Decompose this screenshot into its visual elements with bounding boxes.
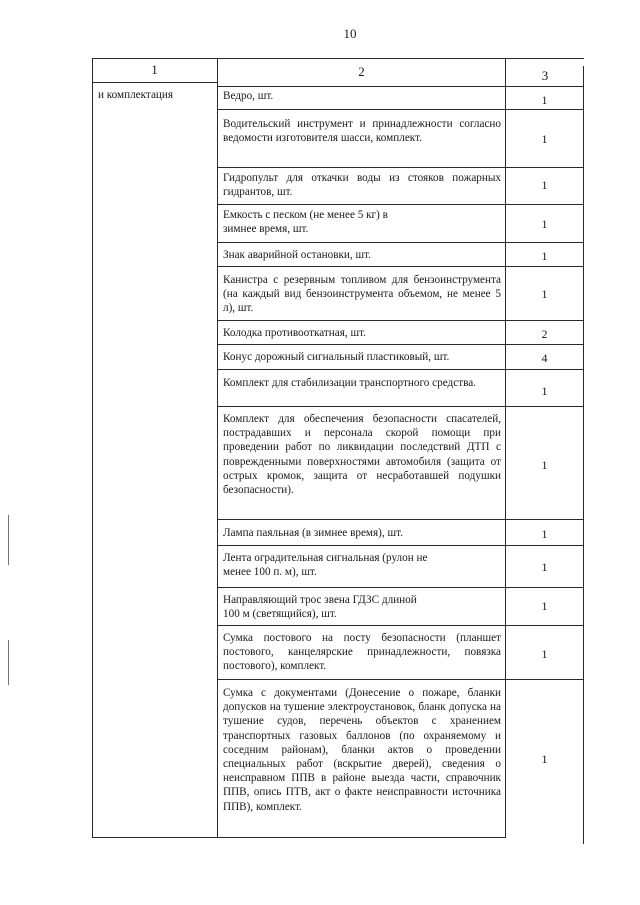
item-qty: 1 bbox=[541, 384, 548, 398]
item-text: Колодка противооткатная, шт. bbox=[223, 327, 366, 339]
table-border-bottom bbox=[92, 837, 506, 838]
item-text: Канистра с резервным топливом для бензоинструмента (на каждый вид бензоинструмента объемом, не менее 5 л), шт. bbox=[223, 274, 501, 315]
item-text: Комплект для стабилизации транспортного средства. bbox=[223, 377, 476, 389]
item-qty: 1 bbox=[541, 752, 548, 766]
item-qty: 1 bbox=[541, 287, 548, 301]
row-divider bbox=[217, 344, 584, 345]
item-text: Сумка с документами (Донесение о пожаре, бланки допусков на тушение электроустановок, бланк допуска на тушение судов, перечень объектов с хранением транспортных газовых баллонов (по охраняемому и соседним районам), бланки актов о проведении специальных работ (вскрытие дверей), сведения о неисправном ППВ в районе выезда части, справочник ППВ, опись ПТВ, акт о факте неисправности источника ППВ), комплект. bbox=[223, 687, 501, 813]
item-qty: 1 bbox=[541, 647, 548, 661]
row-divider bbox=[217, 266, 584, 267]
item-text: Направляющий трос звена ГДЗС длиной 100 м (светящийся), шт. bbox=[223, 594, 417, 621]
item-text: Гидропульт для откачки воды из стояков пожарных гидрантов, шт. bbox=[223, 172, 501, 199]
row-divider bbox=[217, 625, 584, 626]
row-divider bbox=[217, 204, 584, 205]
equipment-table bbox=[92, 58, 584, 838]
row-divider bbox=[217, 242, 584, 243]
header-divider bbox=[217, 86, 506, 87]
row-divider bbox=[217, 369, 584, 370]
item-text: Лента оградительная сигнальная (рулон не менее 100 п. м), шт. bbox=[223, 552, 428, 579]
table-border-top bbox=[92, 58, 584, 59]
row-divider bbox=[217, 519, 584, 520]
header-col-2: 2 bbox=[358, 64, 365, 79]
row-divider bbox=[217, 320, 584, 321]
row-divider bbox=[217, 545, 584, 546]
header-divider bbox=[506, 86, 584, 87]
row-divider bbox=[217, 167, 584, 168]
item-text: Знак аварийной остановки, шт. bbox=[223, 249, 371, 261]
item-qty: 1 bbox=[541, 249, 548, 263]
item-text: Комплект для обеспечения безопасности спасателей, пострадавших и персонала скорой помощи при проведении работ по ликвидации последствий ДТП с поврежденными поверхностями автомобиля (защита от острых кромок, защита от несработавшей подушки безопасности). bbox=[223, 413, 501, 497]
scan-mark bbox=[8, 515, 9, 565]
item-qty: 1 bbox=[541, 527, 548, 541]
header-divider bbox=[92, 82, 217, 83]
item-qty: 2 bbox=[541, 327, 548, 341]
row-divider bbox=[217, 406, 584, 407]
item-qty: 1 bbox=[541, 599, 548, 613]
item-text: Лампа паяльная (в зимнее время), шт. bbox=[223, 527, 403, 539]
table-border-left bbox=[92, 58, 93, 838]
column-divider-2 bbox=[505, 58, 506, 838]
item-text: Конус дорожный сигнальный пластиковый, шт. bbox=[223, 351, 450, 363]
item-qty: 1 bbox=[541, 560, 548, 574]
header-col-3: 3 bbox=[541, 68, 549, 83]
item-qty: 1 bbox=[541, 178, 548, 192]
item-text: Сумка постового на посту безопасности (планшет постового, канцелярские принадлежности, повязка постового), комплект. bbox=[223, 632, 501, 673]
column-divider-1 bbox=[217, 58, 218, 838]
row-divider bbox=[217, 587, 584, 588]
item-qty: 4 bbox=[541, 351, 548, 365]
item-qty: 1 bbox=[541, 93, 548, 107]
item-qty: 1 bbox=[541, 458, 548, 472]
scan-mark bbox=[8, 640, 9, 685]
category-cell: и комплектация bbox=[98, 89, 174, 101]
item-text: Водительский инструмент и принадлежности согласно ведомости изготовителя шасси, комплект. bbox=[223, 118, 501, 145]
page-number: 10 bbox=[343, 26, 357, 41]
item-qty: 1 bbox=[541, 132, 548, 146]
row-divider bbox=[217, 109, 584, 110]
item-text: Емкость с песком (не менее 5 кг) в зимнее время, шт. bbox=[223, 209, 388, 236]
header-col-1: 1 bbox=[151, 62, 158, 77]
item-qty: 1 bbox=[541, 217, 548, 231]
row-divider bbox=[217, 679, 584, 680]
item-text: Ведро, шт. bbox=[223, 90, 274, 102]
